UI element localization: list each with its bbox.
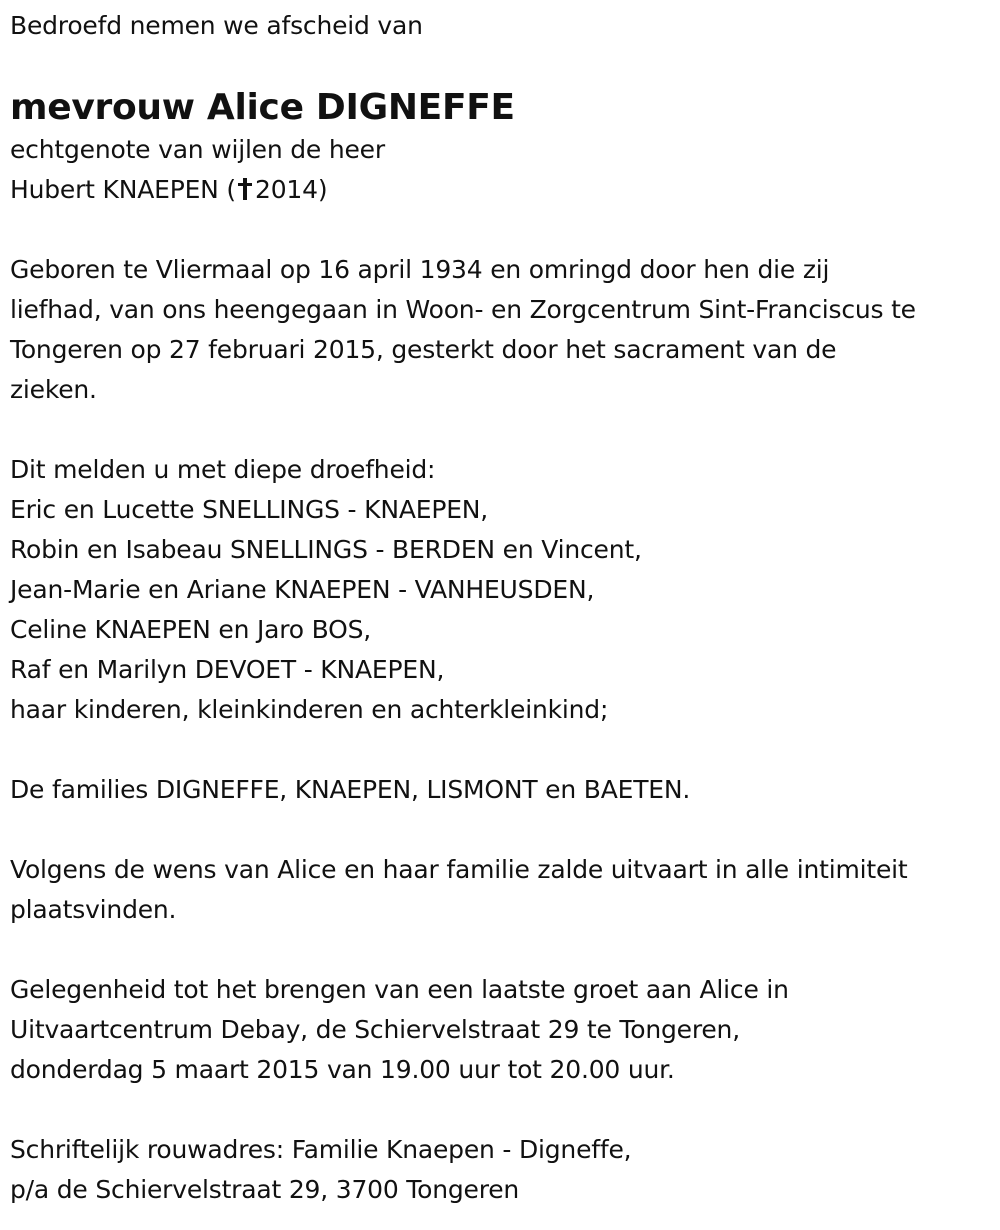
spouse-line: [10, 170, 995, 210]
mourner-line: Robin en Isabeau SNELLINGS - BERDEN en Vincent,: [10, 535, 642, 564]
address-line: Schriftelijk rouwadres: Familie Knaepen - Digneffe,: [10, 1135, 632, 1164]
mourner-line: Celine KNAEPEN en Jaro BOS,: [10, 615, 372, 644]
mourner-line: haar kinderen, kleinkinderen en achterkleinkind;: [10, 695, 609, 724]
farewell-line: Uitvaartcentrum Debay, de Schiervelstraat 29 te Tongeren,: [10, 1015, 740, 1044]
mourning-address: [10, 1130, 995, 1210]
mourner-line: Eric en Lucette SNELLINGS - KNAEPEN,: [10, 495, 489, 524]
bio-line: liefhad, van ons heengegaan in Woon- en Zorgcentrum Sint-Franciscus te: [10, 295, 916, 324]
mourner-line: Raf en Marilyn DEVOET - KNAEPEN,: [10, 655, 445, 684]
bio-line: Tongeren op 27 februari 2015, gesterkt door het sacrament van de: [10, 335, 837, 364]
cross-icon: [238, 178, 252, 200]
bio-line: Geboren te Vliermaal op 16 april 1934 en omringd door hen die zij: [10, 255, 830, 284]
mourners-intro: Dit melden u met diepe droefheid:: [10, 455, 436, 484]
address-line: p/a de Schiervelstraat 29, 3700 Tongeren: [10, 1175, 520, 1204]
intro-text: Bedroefd nemen we afscheid van: [10, 11, 423, 40]
farewell-info: [10, 970, 995, 1090]
bio-line: zieken.: [10, 375, 97, 404]
farewell-line: donderdag 5 maart 2015 van 19.00 uur tot 20.00 uur.: [10, 1055, 675, 1084]
biography: [10, 250, 995, 410]
spouse-name: Hubert KNAEPEN (: [10, 175, 236, 204]
funeral-line: plaatsvinden.: [10, 895, 177, 924]
spouse-relation: echtgenote van wijlen de heer: [10, 135, 385, 164]
families-line: De families DIGNEFFE, KNAEPEN, LISMONT en BAETEN.: [10, 775, 691, 804]
funeral-line: Volgens de wens van Alice en haar familie zalde uitvaart in alle intimiteit: [10, 855, 908, 884]
farewell-line: Gelegenheid tot het brengen van een laatste groet aan Alice in: [10, 975, 789, 1004]
spouse-death-year: 2014): [255, 175, 328, 204]
mourner-line: Jean-Marie en Ariane KNAEPEN - VANHEUSDEN,: [10, 575, 595, 604]
death-announcement: [10, 0, 995, 1210]
deceased-name: mevrouw Alice DIGNEFFE: [10, 87, 515, 128]
mourners-list: [10, 490, 995, 730]
funeral-info: [10, 850, 995, 930]
